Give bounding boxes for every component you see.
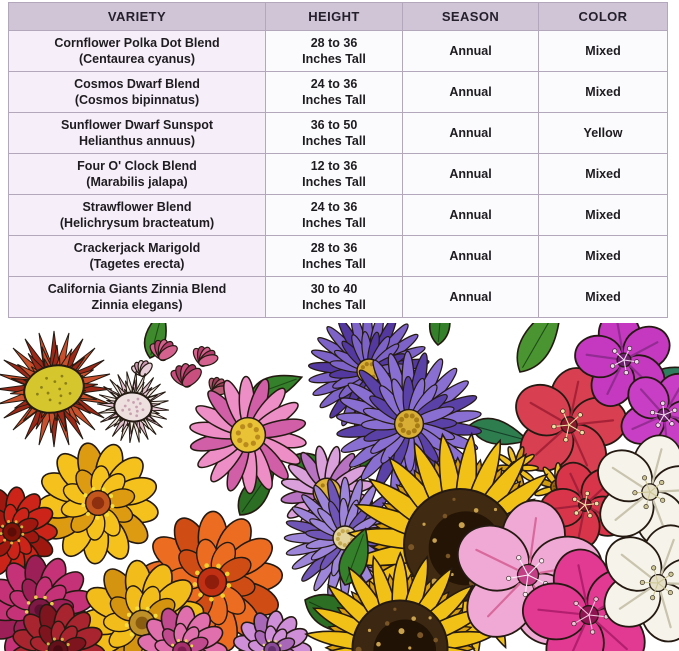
season-cell-text: Annual: [449, 248, 492, 263]
variety-cell: [9, 195, 266, 236]
height-cell-text: Inches Tall: [302, 93, 366, 107]
variety-cell-text: Zinnia elegans): [91, 298, 183, 312]
flower-illustration: [0, 323, 679, 651]
season-cell: [403, 113, 539, 154]
height-cell-text: 28 to 36: [310, 35, 358, 50]
season-cell: [403, 31, 539, 72]
variety-cell: [9, 113, 266, 154]
height-cell-text: 24 to 36: [310, 76, 358, 91]
height-cell-text: 30 to 40: [310, 281, 358, 296]
height-cell: [266, 154, 403, 195]
season-cell-text: Annual: [449, 43, 492, 58]
color-cell: [539, 195, 668, 236]
table-row: [9, 195, 668, 236]
table-row: [9, 72, 668, 113]
height-cell-text: Inches Tall: [302, 257, 366, 271]
height-cell-text: Inches Tall: [302, 216, 366, 230]
column-header-variety: VARIETY: [9, 3, 266, 31]
season-cell-text: Annual: [449, 84, 492, 99]
color-cell-text: Mixed: [585, 43, 621, 58]
season-cell: [403, 195, 539, 236]
height-cell-text: 28 to 36: [310, 240, 358, 255]
height-cell: [266, 31, 403, 72]
height-cell: [266, 72, 403, 113]
season-cell: [403, 154, 539, 195]
color-cell-text: Yellow: [583, 125, 623, 140]
red-strawflower-illustration: [0, 331, 112, 447]
height-cell: [266, 277, 403, 318]
table-row: [9, 154, 668, 195]
season-cell-text: Annual: [449, 289, 492, 304]
color-cell: [539, 236, 668, 277]
height-cell-text: 24 to 36: [310, 199, 358, 214]
variety-cell-text: Helianthus annuus): [79, 134, 195, 148]
variety-cell-text: Four O' Clock Blend: [77, 158, 197, 173]
variety-cell: [9, 277, 266, 318]
table-row: [9, 113, 668, 154]
color-cell: [539, 31, 668, 72]
table-row: [9, 31, 668, 72]
color-cell-text: Mixed: [585, 166, 621, 181]
season-cell: [403, 236, 539, 277]
variety-cell-text: California Giants Zinnia Blend: [47, 281, 227, 296]
variety-cell-text: Sunflower Dwarf Sunspot: [60, 117, 214, 132]
table-row: [9, 277, 668, 318]
height-cell-text: Inches Tall: [302, 298, 366, 312]
leaf-illustration: [428, 323, 452, 346]
height-cell-text: Inches Tall: [302, 52, 366, 66]
color-cell: [539, 154, 668, 195]
variety-cell-text: (Centaurea cyanus): [78, 52, 195, 66]
color-cell: [539, 113, 668, 154]
season-cell: [403, 72, 539, 113]
variety-cell: [9, 154, 266, 195]
height-cell: [266, 113, 403, 154]
table-header-row: [9, 3, 668, 31]
variety-cell-text: Cornflower Polka Dot Blend: [54, 35, 220, 50]
pink-daisy-illustration: [189, 376, 307, 494]
strawflower-bud-illustration: [168, 363, 204, 390]
height-cell-text: Inches Tall: [302, 134, 366, 148]
column-header-season: SEASON: [403, 3, 539, 31]
season-cell-text: Annual: [449, 207, 492, 222]
color-cell-text: Mixed: [585, 248, 621, 263]
season-cell-text: Annual: [449, 166, 492, 181]
variety-cell-text: (Helichrysum bracteatum): [59, 216, 215, 230]
variety-cell: [9, 31, 266, 72]
cream-strawflower-illustration: [97, 371, 169, 443]
height-cell-text: 12 to 36: [310, 158, 358, 173]
season-cell-text: Annual: [449, 125, 492, 140]
variety-cell: [9, 236, 266, 277]
height-cell-text: Inches Tall: [302, 175, 366, 189]
season-cell: [403, 277, 539, 318]
column-header-height: HEIGHT: [266, 3, 403, 31]
table-row: [9, 236, 668, 277]
color-cell-text: Mixed: [585, 289, 621, 304]
variety-cell: [9, 72, 266, 113]
variety-cell-text: Crackerjack Marigold: [73, 240, 201, 255]
column-header-color: COLOR: [539, 3, 668, 31]
color-cell: [539, 72, 668, 113]
variety-cell-text: Cosmos Dwarf Blend: [74, 76, 200, 91]
variety-cell-text: (Marabilis jalapa): [86, 175, 188, 189]
height-cell: [266, 236, 403, 277]
strawflower-bud-illustration: [130, 360, 154, 378]
color-cell: [539, 277, 668, 318]
color-cell-text: Mixed: [585, 84, 621, 99]
yellow-zinnia-illustration: [37, 441, 160, 564]
variety-cell-text: (Tagetes erecta): [89, 257, 185, 271]
variety-cell-text: (Cosmos bipinnatus): [74, 93, 200, 107]
seed-variety-table: [8, 2, 668, 318]
variety-cell-text: Strawflower Blend: [82, 199, 192, 214]
height-cell: [266, 195, 403, 236]
color-cell-text: Mixed: [585, 207, 621, 222]
height-cell-text: 36 to 50: [310, 117, 358, 132]
